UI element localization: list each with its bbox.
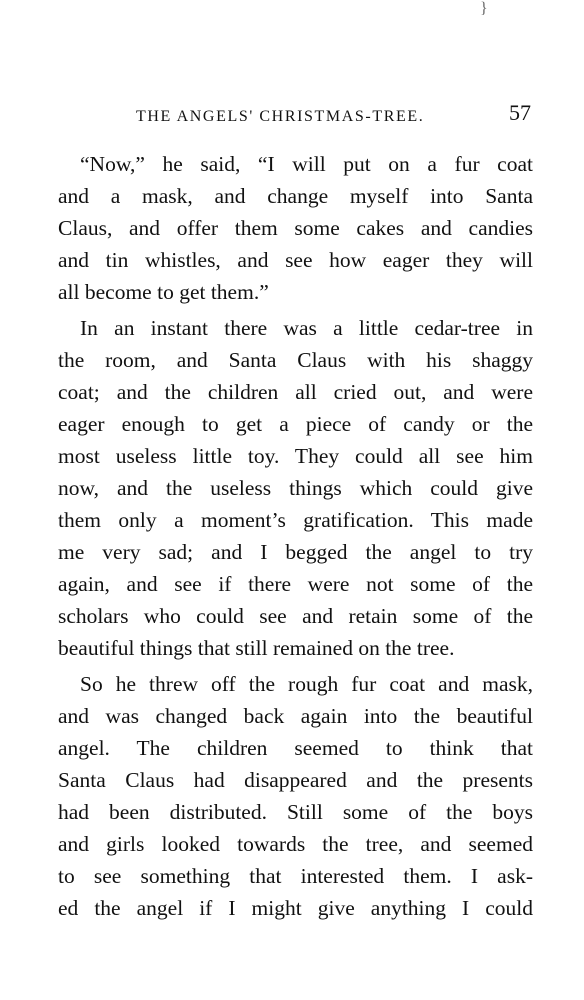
text-line: again, and see if there were not some of the [58, 572, 533, 596]
text-line: and was changed back again into the beautiful [58, 704, 533, 728]
text-line: “Now,” he said, “I will put on a fur coat [80, 152, 533, 176]
body-text [58, 148, 533, 924]
text-line: Santa Claus had disappeared and the presents [58, 768, 533, 792]
text-line: and a mask, and change myself into Santa [58, 184, 533, 208]
text-line: In an instant there was a little cedar-tree in [80, 316, 533, 340]
text-line: and tin whistles, and see how eager they will [58, 248, 533, 272]
text-line: had been distributed. Still some of the boys [58, 800, 533, 824]
stray-mark: } [480, 0, 488, 17]
page-header [136, 100, 531, 130]
text-line: to see something that interested them. I ask- [58, 864, 533, 888]
text-line: beautiful things that still remained on the tree. [58, 636, 455, 660]
text-line: all become to get them.” [58, 280, 269, 304]
running-title: THE ANGELS' CHRISTMAS-TREE. [136, 108, 425, 125]
text-line: and girls looked towards the tree, and seemed [58, 832, 533, 856]
text-line: angel. The children seemed to think that [58, 736, 533, 760]
text-line: eager enough to get a piece of candy or the [58, 412, 533, 436]
text-line: So he threw off the rough fur coat and mask, [80, 672, 533, 696]
text-line: me very sad; and I begged the angel to try [58, 540, 533, 564]
text-line: scholars who could see and retain some of the [58, 604, 533, 628]
text-line: the room, and Santa Claus with his shaggy [58, 348, 533, 372]
text-line: Claus, and offer them some cakes and candies [58, 216, 533, 240]
text-line: now, and the useless things which could give [58, 476, 533, 500]
text-line: ed the angel if I might give anything I could [58, 896, 533, 920]
text-line: coat; and the children all cried out, and were [58, 380, 533, 404]
text-line: them only a moment’s gratification. This made [58, 508, 533, 532]
page-number: 57 [509, 100, 531, 125]
text-line: most useless little toy. They could all see him [58, 444, 533, 468]
